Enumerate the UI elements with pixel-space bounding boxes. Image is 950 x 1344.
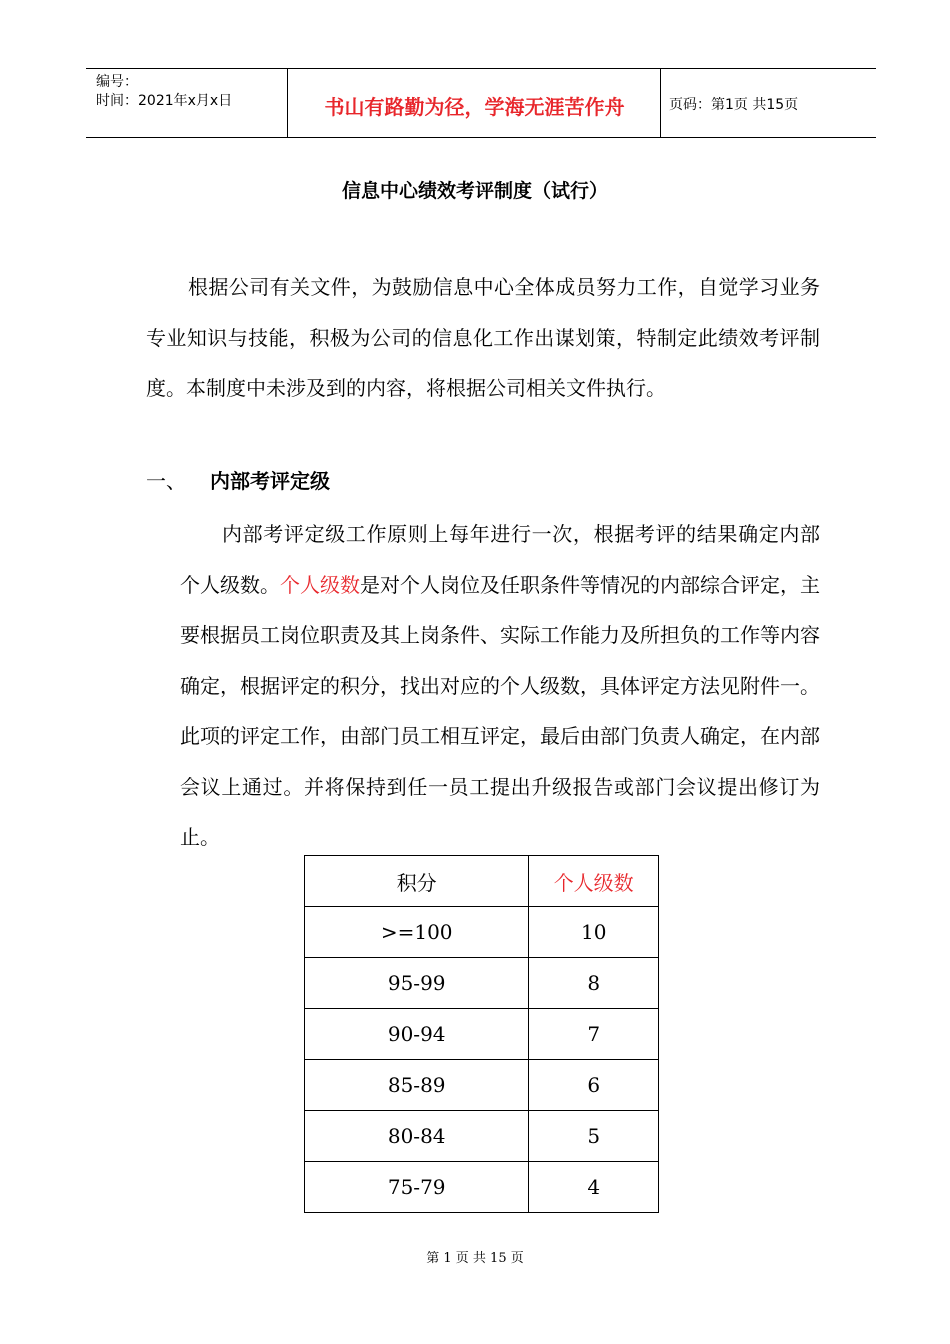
table-row <box>305 907 659 958</box>
page-footer: 第 1 页 共 15 页 <box>426 1251 524 1266</box>
table-row <box>305 1060 659 1111</box>
header-motto: 书山有路勤为径，学海无涯苦作舟 <box>324 95 625 119</box>
header-page-info: 页码：第1页 共15页 <box>669 97 799 113</box>
header-cell-score: 积分 <box>305 856 529 907</box>
table-header-row <box>305 856 659 907</box>
section-title: 内部考评定级 <box>210 469 330 493</box>
score-cell: >=100 <box>305 907 529 958</box>
header-time-label: 时间：2021年x月x日 <box>96 93 233 109</box>
header-number-label: 编号： <box>96 74 138 90</box>
table-row <box>305 1009 659 1060</box>
score-cell: 80-84 <box>305 1111 529 1162</box>
paragraph-text: 是对个人岗位及任职条件等情况的内部综合评定，主要根据员工岗位职责及其上岗条件、实际工作能力及所担负的工作等内容确定，根据评定的积分，找出对应的个人级数，具体评定方法见附件一。此项的评定工作，由部门员工相互评定，最后由部门负责人确定，在内部会议上通过。并将保持到任一员工提出升级报告或部门会议提出修订为止。 <box>180 572 820 849</box>
level-cell: 5 <box>529 1111 659 1162</box>
grade-table <box>304 855 659 1213</box>
intro-paragraph: 根据公司有关文件，为鼓励信息中心全体成员努力工作，自觉学习业务专业知识与技能，积极为公司的信息化工作出谋划策，特制定此绩效考评制度。本制度中未涉及到的内容，将根据公司相关文件执行。 <box>146 275 820 400</box>
section-number: 一、 <box>146 469 186 493</box>
level-cell: 10 <box>529 907 659 958</box>
table-row <box>305 958 659 1009</box>
page-header <box>86 68 876 138</box>
document-title: 信息中心绩效考评制度（试行） <box>341 180 608 202</box>
level-cell: 4 <box>529 1162 659 1213</box>
header-cell-level: 个人级数 <box>529 856 659 907</box>
section-paragraph <box>180 509 820 863</box>
score-cell: 90-94 <box>305 1009 529 1060</box>
level-cell: 8 <box>529 958 659 1009</box>
highlight-term: 个人级数 <box>280 572 360 597</box>
section-heading <box>146 465 330 494</box>
header-meta <box>96 73 232 111</box>
table-row <box>305 1111 659 1162</box>
paragraph-text: 内部考评定级工作原则上每年进行一次，根据考评的结果确定内部个人级数。 <box>180 522 820 597</box>
table-row <box>305 1162 659 1213</box>
level-cell: 6 <box>529 1060 659 1111</box>
score-cell: 75-79 <box>305 1162 529 1213</box>
score-cell: 95-99 <box>305 958 529 1009</box>
level-cell: 7 <box>529 1009 659 1060</box>
score-cell: 85-89 <box>305 1060 529 1111</box>
